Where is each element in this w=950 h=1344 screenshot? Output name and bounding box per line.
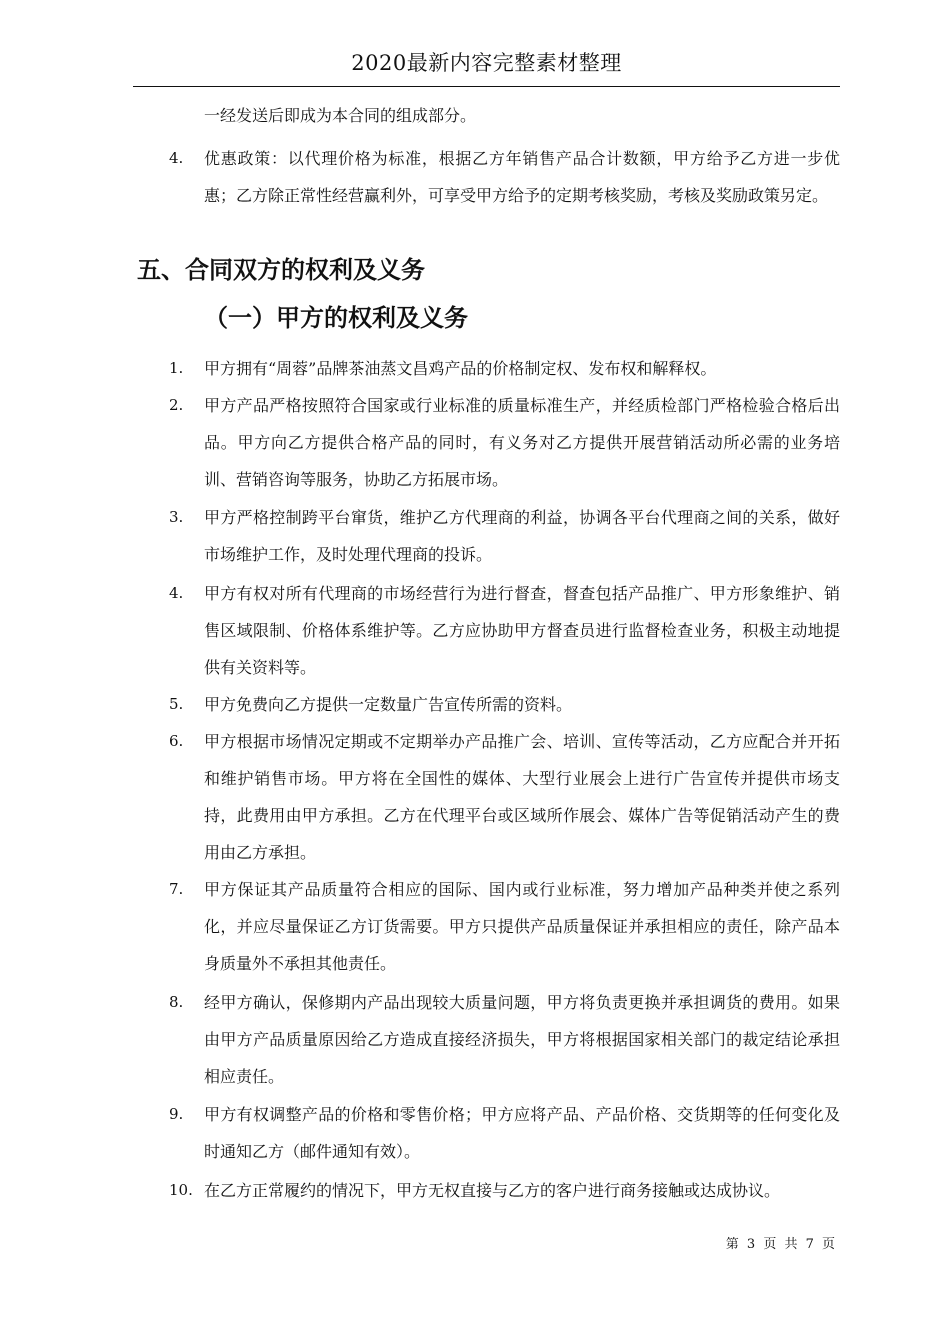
- list-item-number: 9.: [169, 1105, 184, 1123]
- page-header: [133, 48, 840, 87]
- list-item-text: 甲方产品严格按照符合国家或行业标准的质量标准生产，并经质检部门严格检验合格后出品。甲方向乙方提供合格产品的同时，有义务对乙方提供开展营销活动所必需的业务培训、营销咨询等服务，协助乙方拓展市场。: [204, 396, 840, 489]
- list-item-number: 8.: [169, 993, 184, 1011]
- list-item-number: 4.: [169, 149, 184, 167]
- continuation-text: 一经发送后即成为本合同的组成部分。: [204, 106, 477, 125]
- list-item-number: 6.: [169, 732, 184, 750]
- list-item-number: 7.: [169, 880, 184, 898]
- page-footer: 第 3 页 共 7 页: [725, 1237, 837, 1252]
- header-title: 2020最新内容完整素材整理: [351, 51, 622, 75]
- section-heading: 五、合同双方的权利及义务: [137, 255, 425, 284]
- list-item-text: 甲方根据市场情况定期或不定期举办产品推广会、培训、宣传等活动，乙方应配合并开拓和维护销售市场。甲方将在全国性的媒体、大型行业展会上进行广告宣传并提供市场支持，此费用由甲方承担。乙方在代理平台或区域所作展会、媒体广告等促销活动产生的费用由乙方承担。: [204, 732, 840, 862]
- list-item-text: 甲方有权对所有代理商的市场经营行为进行督查，督查包括产品推广、甲方形象维护、销售区域限制、价格体系维护等。乙方应协助甲方督查员进行监督检查业务，积极主动地提供有关资料等。: [204, 584, 840, 677]
- list-item-text: 甲方免费向乙方提供一定数量广告宣传所需的资料。: [204, 695, 573, 714]
- list-item-number: 2.: [169, 396, 184, 414]
- list-item-number: 1.: [169, 359, 184, 377]
- list-item-number: 3.: [169, 508, 184, 526]
- list-item-number: 10.: [169, 1181, 193, 1199]
- list-item-text: 甲方有权调整产品的价格和零售价格；甲方应将产品、产品价格、交货期等的任何变化及时通知乙方（邮件通知有效）。: [204, 1105, 840, 1161]
- list-item-text: 甲方拥有“周蓉”品牌茶油蒸文昌鸡产品的价格制定权、发布权和解释权。: [204, 359, 717, 378]
- subsection-heading: （一）甲方的权利及义务: [204, 303, 468, 332]
- list-item-text: 甲方保证其产品质量符合相应的国际、国内或行业标准，努力增加产品种类并使之系列化，并应尽量保证乙方订货需要。甲方只提供产品质量保证并承担相应的责任，除产品本身质量外不承担其他责任。: [204, 880, 840, 973]
- list-item-text: 甲方严格控制跨平台窜货，维护乙方代理商的利益，协调各平台代理商之间的关系，做好市场维护工作，及时处理代理商的投诉。: [204, 508, 840, 564]
- list-item-text: 优惠政策：以代理价格为标准，根据乙方年销售产品合计数额，甲方给予乙方进一步优惠；乙方除正常性经营赢利外，可享受甲方给予的定期考核奖励，考核及奖励政策另定。: [204, 149, 840, 205]
- list-item-number: 4.: [169, 584, 184, 602]
- list-item-number: 5.: [169, 695, 184, 713]
- list-item-text: 经甲方确认，保修期内产品出现较大质量问题，甲方将负责更换并承担调货的费用。如果由甲方产品质量原因给乙方造成直接经济损失，甲方将根据国家相关部门的裁定结论承担相应责任。: [204, 993, 840, 1086]
- list-item-text: 在乙方正常履约的情况下，甲方无权直接与乙方的客户进行商务接触或达成协议。: [204, 1181, 781, 1200]
